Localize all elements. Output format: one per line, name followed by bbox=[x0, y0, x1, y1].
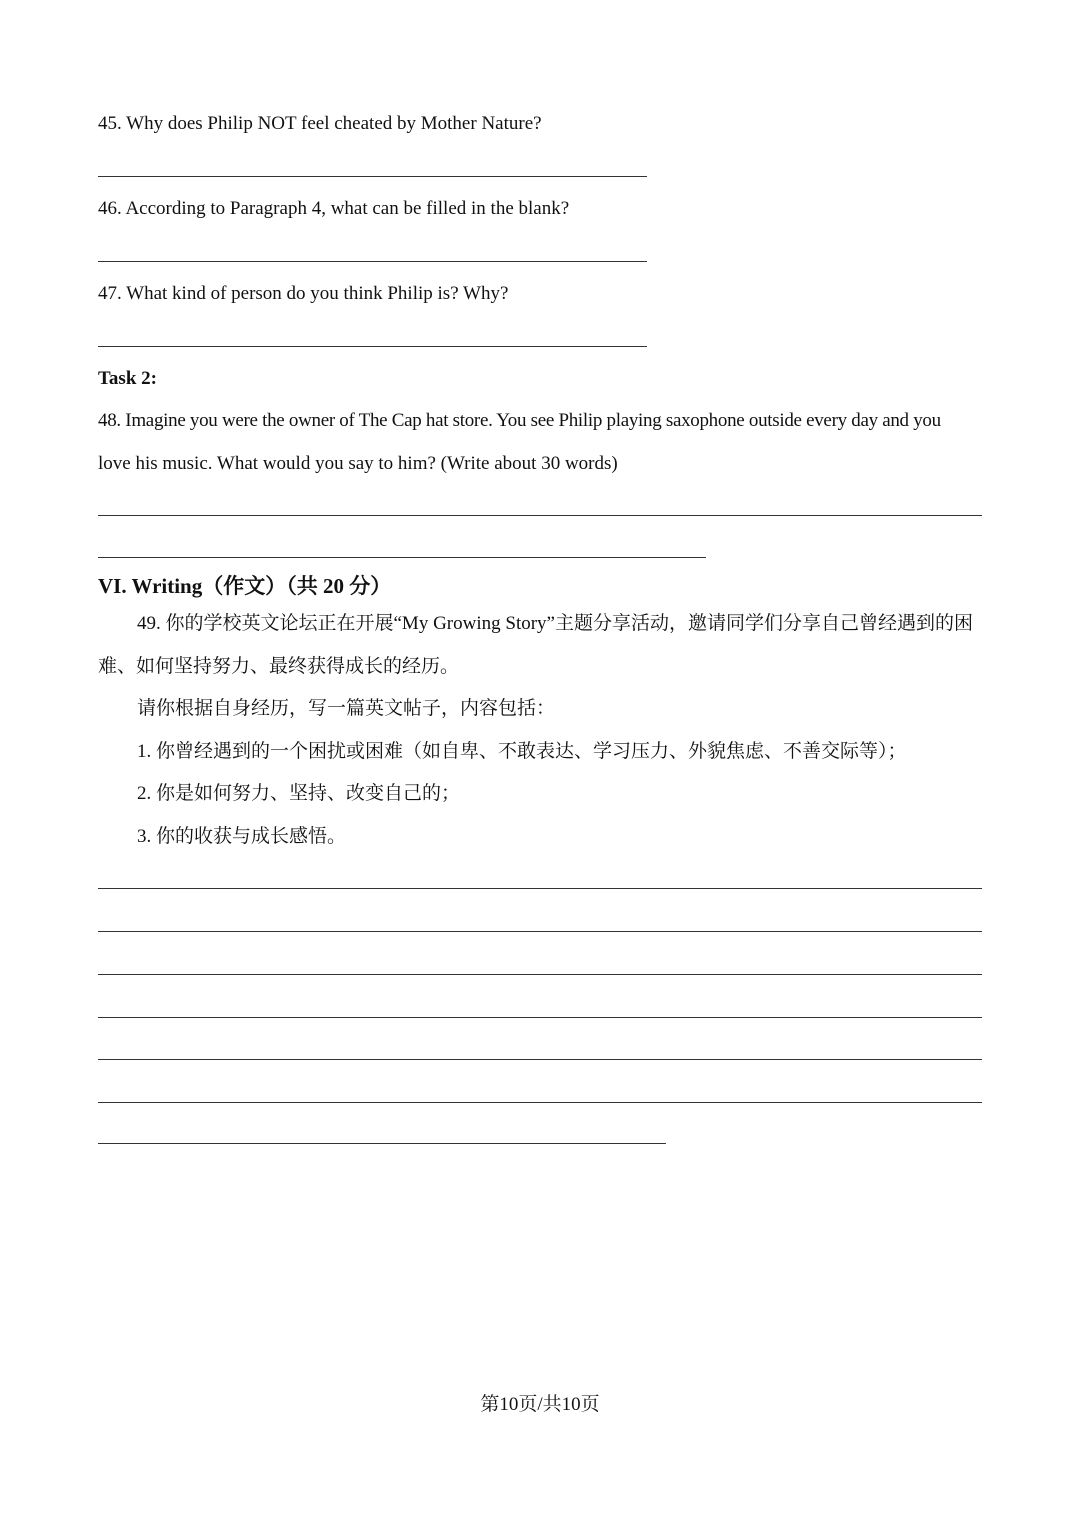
essay-line[interactable] bbox=[98, 1059, 982, 1060]
question-48-line-1: 48. Imagine you were the owner of The Cap hat store. You see Philip playing saxophone outside every day and you bbox=[98, 410, 941, 431]
task-2-heading: Task 2: bbox=[98, 368, 157, 389]
question-48-line-2: love his music. What would you say to him? (Write about 30 words) bbox=[98, 453, 618, 474]
question-45: 45. Why does Philip NOT feel cheated by Mother Nature? bbox=[98, 113, 542, 134]
question-46: 46. According to Paragraph 4, what can be filled in the blank? bbox=[98, 198, 570, 219]
page-number: 第10页/共10页 bbox=[480, 1394, 600, 1415]
question-49-line-2: 难、如何坚持努力、最终获得成长的经历。 bbox=[98, 656, 460, 677]
essay-line[interactable] bbox=[98, 1017, 982, 1018]
writing-instruction: 请你根据自身经历，写一篇英文帖子，内容包括： bbox=[137, 698, 556, 719]
writing-point-2: 2. 你是如何努力、坚持、改变自己的； bbox=[137, 783, 461, 804]
question-47: 47. What kind of person do you think Philip is? Why? bbox=[98, 283, 509, 304]
writing-point-3: 3. 你的收获与成长感悟。 bbox=[137, 826, 347, 847]
answer-line-47[interactable] bbox=[98, 346, 647, 347]
question-49-line-1: 49. 你的学校英文论坛正在开展“My Growing Story”主题分享活动，邀请同学们分享自己曾经遇到的困 bbox=[137, 613, 973, 634]
answer-line-45[interactable] bbox=[98, 176, 647, 177]
writing-section-heading: VI. Writing（作文）（共 20 分） bbox=[98, 574, 392, 598]
answer-line-46[interactable] bbox=[98, 261, 647, 262]
writing-point-1: 1. 你曾经遇到的一个困扰或困难（如自卑、不敢表达、学习压力、外貌焦虑、不善交际等）； bbox=[137, 741, 907, 762]
essay-line[interactable] bbox=[98, 974, 982, 975]
essay-line-last[interactable] bbox=[98, 1143, 666, 1144]
essay-line[interactable] bbox=[98, 931, 982, 932]
answer-line-48-a[interactable] bbox=[98, 515, 982, 516]
answer-line-48-b[interactable] bbox=[98, 557, 706, 558]
essay-line[interactable] bbox=[98, 1102, 982, 1103]
essay-line[interactable] bbox=[98, 888, 982, 889]
